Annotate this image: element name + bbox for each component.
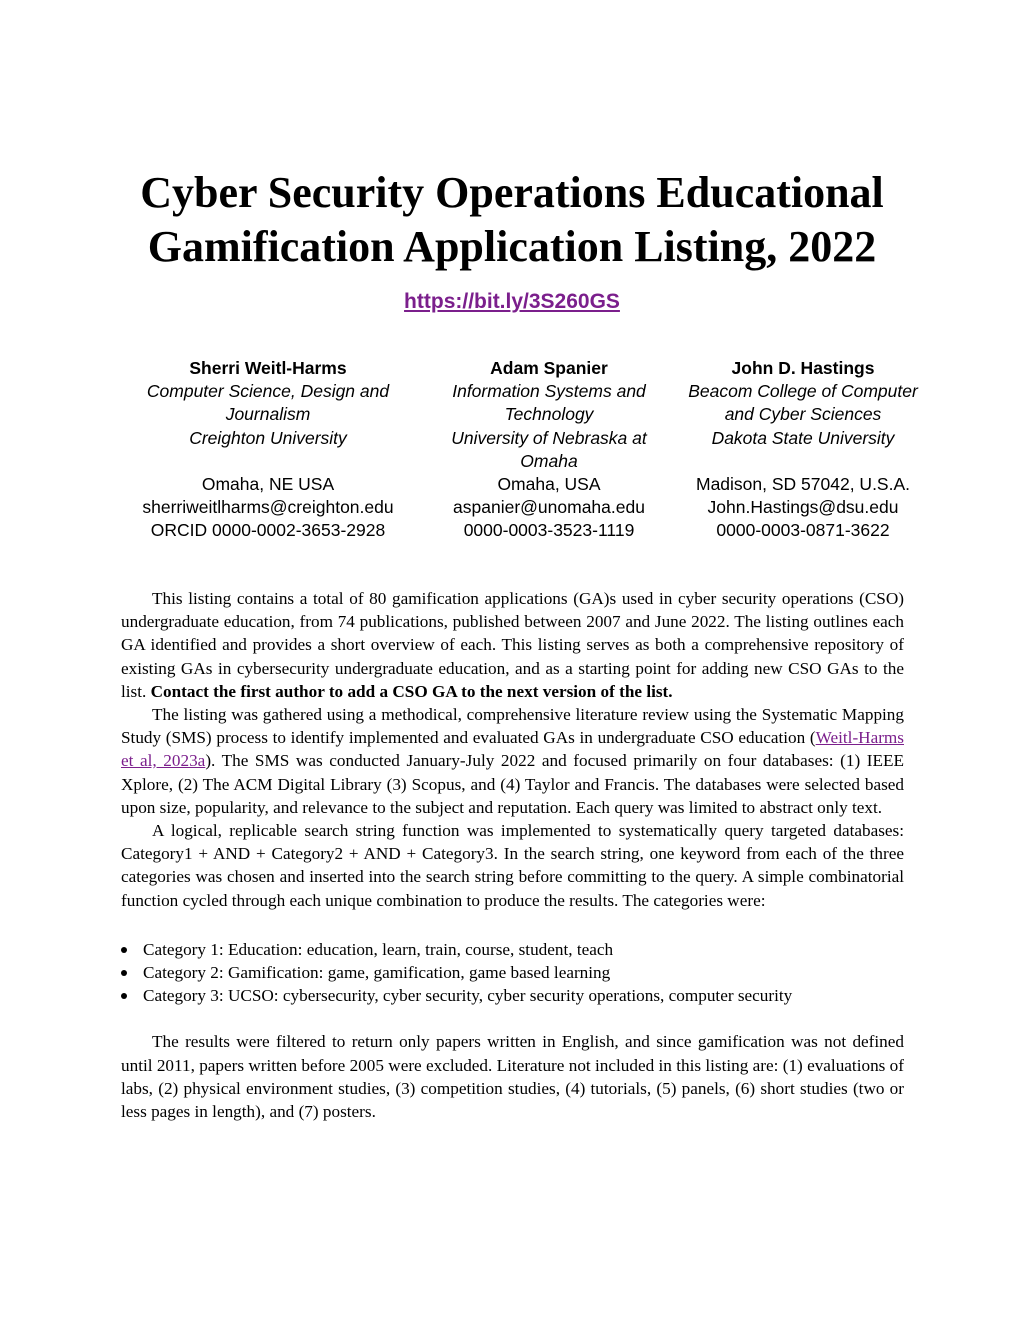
paragraph-intro — [121, 587, 904, 703]
contact-note: Contact the first author to add a CSO GA to the next version of the list. — [150, 681, 673, 701]
list-item: Category 2: Gamification: game, gamification, game based learning — [121, 961, 904, 984]
listing-link[interactable]: https://bit.ly/3S260GS — [404, 290, 620, 313]
author-2 — [431, 357, 667, 543]
author-location: Omaha, NE USA — [201, 474, 335, 494]
paragraph-method — [121, 703, 904, 819]
author-orcid: 0000-0003-3523-1119 — [463, 520, 635, 541]
citation-link[interactable]: Weitl-Harms et al, 2023a — [121, 728, 904, 771]
author-name: John D. Hastings — [731, 358, 875, 378]
list-item: Category 3: UCSO: cybersecurity, cyber security, cyber security operations, computer security — [121, 984, 904, 1007]
paper-title — [0, 166, 1024, 274]
author-block — [118, 357, 940, 547]
listing-link-row — [0, 290, 1024, 314]
author-email: John.Hastings@dsu.edu — [707, 497, 899, 518]
body-text — [121, 587, 904, 1123]
intro-text: This listing contains a total of 80 gamification applications (GA)s used in cyber security operations (CSO) undergraduate education, from 74 publications, published between 2007 and June 2022. The listing outlines each GA identified and provides a short overview of each. This listing serves as both a comprehensive repository of existing GAs in cybersecurity undergraduate education, and as a starting point for adding new CSO GAs to the list. — [121, 589, 904, 701]
author-1 — [118, 357, 418, 543]
author-affiliation: University of Nebraska at — [451, 427, 647, 448]
list-item: Category 1: Education: education, learn, train, course, student, teach — [121, 938, 904, 961]
author-affiliation: Information Systems and — [452, 381, 646, 402]
author-affiliation: Beacom College of Computer — [688, 381, 918, 402]
author-affiliation: Creighton University — [189, 427, 347, 448]
author-affiliation: Dakota State University — [711, 427, 895, 448]
author-orcid: 0000-0003-0871-3622 — [716, 520, 890, 541]
author-name: Adam Spanier — [490, 358, 608, 378]
paragraph-search: A logical, replicable search string function was implemented to systematically query targeted databases: Category1 + AND + Category2 + AND + Category3. In the search string, one keyword from each of the three categories was chosen and inserted into the search string before committing to the query. A simple combinatorial function cycled through each unique combination to produce the results. The categories were: — [121, 821, 904, 910]
paragraph-filters: The results were filtered to return only papers written in English, and since gamification was not defined until 2011, papers written before 2005 were excluded. Literature not included in this listing are: (1) evaluations of labs, (2) physical environment studies, (3) competition studies, (4) tutorials, (5) panels, (6) short studies (two or less pages in length), and (7) posters. — [121, 1032, 904, 1122]
author-location: Madison, SD 57042, U.S.A. — [696, 474, 910, 494]
author-email: sherriweitlharms@creighton.edu — [142, 497, 394, 518]
category-list — [121, 938, 904, 1008]
author-3 — [669, 357, 937, 543]
author-affiliation: Technology — [504, 404, 594, 425]
author-location: Omaha, USA — [497, 474, 601, 495]
title-line-2: Gamification Application Listing, 2022 — [147, 222, 877, 271]
author-affiliation: and Cyber Sciences — [724, 404, 882, 425]
method-text-before: The listing was gathered using a methodical, comprehensive literature review using the Systematic Mapping Study (SMS) process to identify implemented and evaluated GAs in undergraduate CSO education ( — [121, 705, 904, 748]
author-name: Sherri Weitl-Harms — [189, 358, 347, 378]
author-email: aspanier@unomaha.edu — [453, 497, 645, 518]
title-line-1: Cyber Security Operations Educational — [140, 168, 884, 217]
author-affiliation: Computer Science, Design and — [146, 381, 390, 402]
method-text-after: ). The SMS was conducted January-July 2022 and focused primarily on four databases: (1) IEEE Xplore, (2) The ACM Digital Library (3) Scopus, and (4) Taylor and Francis. The databases were selected based upon size, popularity, and relevance to the subject and reputation. Each query was limited to abstract only text. — [121, 751, 904, 817]
author-orcid: ORCID 0000-0002-3653-2928 — [150, 520, 386, 541]
author-affiliation: Omaha — [520, 450, 578, 471]
author-affiliation: Journalism — [225, 404, 311, 425]
